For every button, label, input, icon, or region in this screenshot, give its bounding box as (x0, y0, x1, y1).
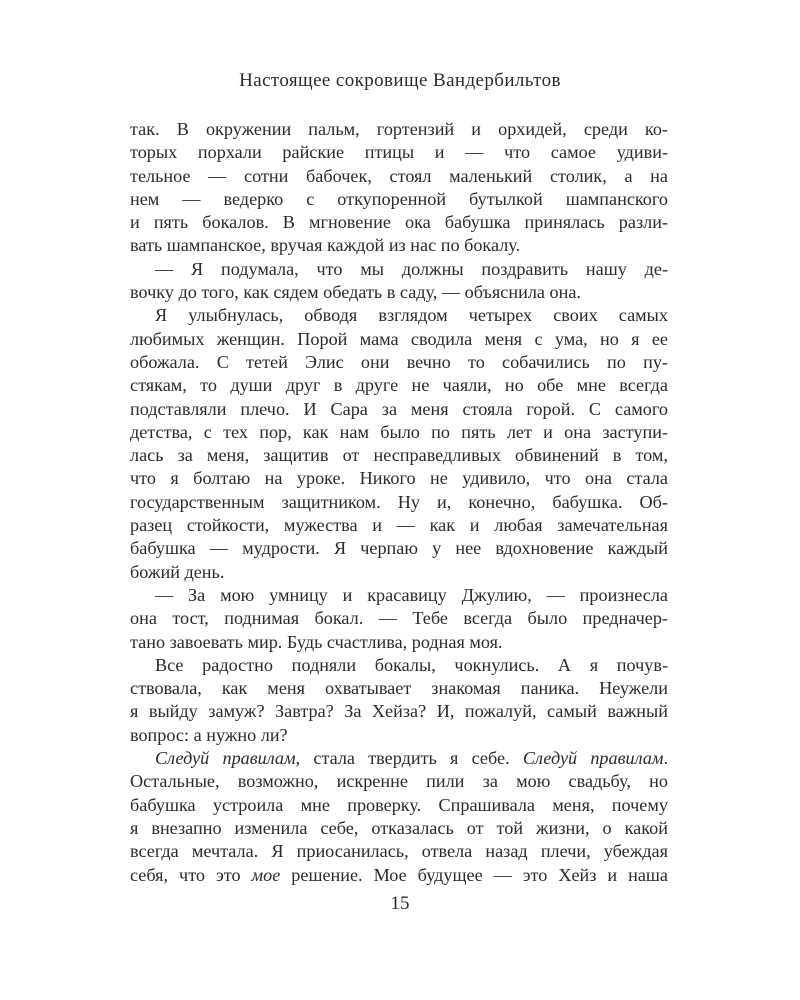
text-line (130, 118, 668, 141)
text-run: я внезапно изменила себе, отказалась от той жизни, о какой (130, 817, 668, 838)
text-run: , стала твердить я себе. (295, 748, 523, 769)
text-line (130, 444, 668, 467)
text-line (130, 165, 668, 188)
text-run: нем — ведерко с откупоренной бутылкой шампанского (130, 188, 668, 209)
text-run: стякам, то души друг в друге не чаяли, но обе мне всегда (130, 375, 668, 396)
text-line (130, 141, 668, 164)
text-run: государственным защитником. Ну и, конечно, бабушка. Об- (130, 491, 668, 512)
text-run: всегда мечтала. Я приосанилась, отвела назад плечи, убеждая (130, 841, 668, 862)
text-line (130, 374, 668, 397)
text-line (130, 328, 668, 351)
text-run: так. В окружении пальм, гортензий и орхидей, среди ко- (130, 119, 668, 139)
text-run: любимых женщин. Порой мама сводила меня с ума, но я ее (130, 328, 668, 349)
text-line (130, 864, 668, 887)
text-run: — За мою умницу и красавицу Джулию, — произнесла (155, 584, 668, 605)
running-head: Настоящее сокровище Вандербильтов (239, 70, 561, 91)
text-line (130, 491, 668, 514)
text-run: обожала. С тетей Элис они вечно то собачились по пу- (130, 351, 668, 372)
text-run: она тост, поднимая бокал. — Тебе всегда было предначер- (130, 608, 668, 629)
text-run: себя, что это (130, 864, 252, 885)
text-line (130, 747, 668, 770)
text-line (130, 607, 668, 630)
text-line (130, 234, 668, 257)
text-run: решение. Мое будущее — это Хейз и наша (280, 864, 668, 885)
text-line (130, 631, 668, 654)
text-run: Я улыбнулась, обводя взглядом четырех своих самых (155, 305, 668, 326)
text-line (130, 304, 668, 327)
text-line (130, 467, 668, 490)
text-run: подставляли плечо. И Сара за меня стояла горой. С самого (130, 398, 668, 419)
text-run: — Я подумала, что мы должны поздравить нашу де- (155, 258, 668, 279)
text-run: Остальные, возможно, искренне пили за мою свадьбу, но (130, 771, 668, 792)
text-line (130, 258, 668, 281)
text-run: божий день. (130, 561, 225, 582)
text-run: ствовала, как меня охватывает знакомая паника. Неужели (130, 678, 668, 699)
text-line (130, 351, 668, 374)
text-line (130, 840, 668, 863)
body-text (130, 118, 668, 887)
text-line (130, 724, 668, 747)
text-run: торых порхали райские птицы и — что самое удиви- (130, 142, 668, 163)
text-line (130, 700, 668, 723)
text-line (130, 817, 668, 840)
text-line (130, 561, 668, 584)
text-run: тано завоевать мир. Будь счастлива, родная моя. (130, 631, 503, 652)
text-run: детства, с тех пор, как нам было по пять лет и она заступи- (130, 421, 668, 442)
text-run: разец стойкости, мужества и — как и любая замечательная (130, 515, 668, 536)
text-run: что я болтаю на уроке. Никого не удивило, что она стала (130, 468, 668, 489)
text-line (130, 537, 668, 560)
text-run: вопрос: а нужно ли? (130, 724, 288, 745)
italic-text: Следуй правилам (155, 748, 296, 769)
text-run: я выйду замуж? Завтра? За Хейза? И, пожалуй, самый важный (130, 701, 668, 722)
text-run: бабушка устроила мне проверку. Спрашивала меня, почему (130, 794, 668, 815)
text-line (130, 584, 668, 607)
text-run: вочку до того, как сядем обедать в саду, — объяснила она. (130, 282, 581, 303)
text-line (130, 514, 668, 537)
text-line (130, 654, 668, 677)
text-run: вать шампанское, вручая каждой из нас по бокалу. (130, 235, 521, 256)
text-run: бабушка — мудрости. Я черпаю у нее вдохновение каждый (130, 538, 668, 559)
text-line (130, 677, 668, 700)
text-line (130, 398, 668, 421)
italic-text: мое (251, 864, 281, 885)
text-line (130, 421, 668, 444)
text-run: тельное — сотни бабочек, стоял маленький столик, а на (130, 165, 668, 186)
text-run: . (663, 748, 668, 769)
italic-text: Следуй правилам (522, 748, 664, 769)
text-run: Все радостно подняли бокалы, чокнулись. А я почув- (155, 654, 668, 675)
text-line (130, 281, 668, 304)
text-line (130, 211, 668, 234)
text-run: лась за меня, защитив от несправедливых обвинений в том, (130, 445, 668, 466)
text-line (130, 770, 668, 793)
text-line (130, 794, 668, 817)
page-number: 15 (390, 893, 410, 914)
text-line (130, 188, 668, 211)
text-run: и пять бокалов. В мгновение ока бабушка принялась разли- (130, 212, 668, 233)
